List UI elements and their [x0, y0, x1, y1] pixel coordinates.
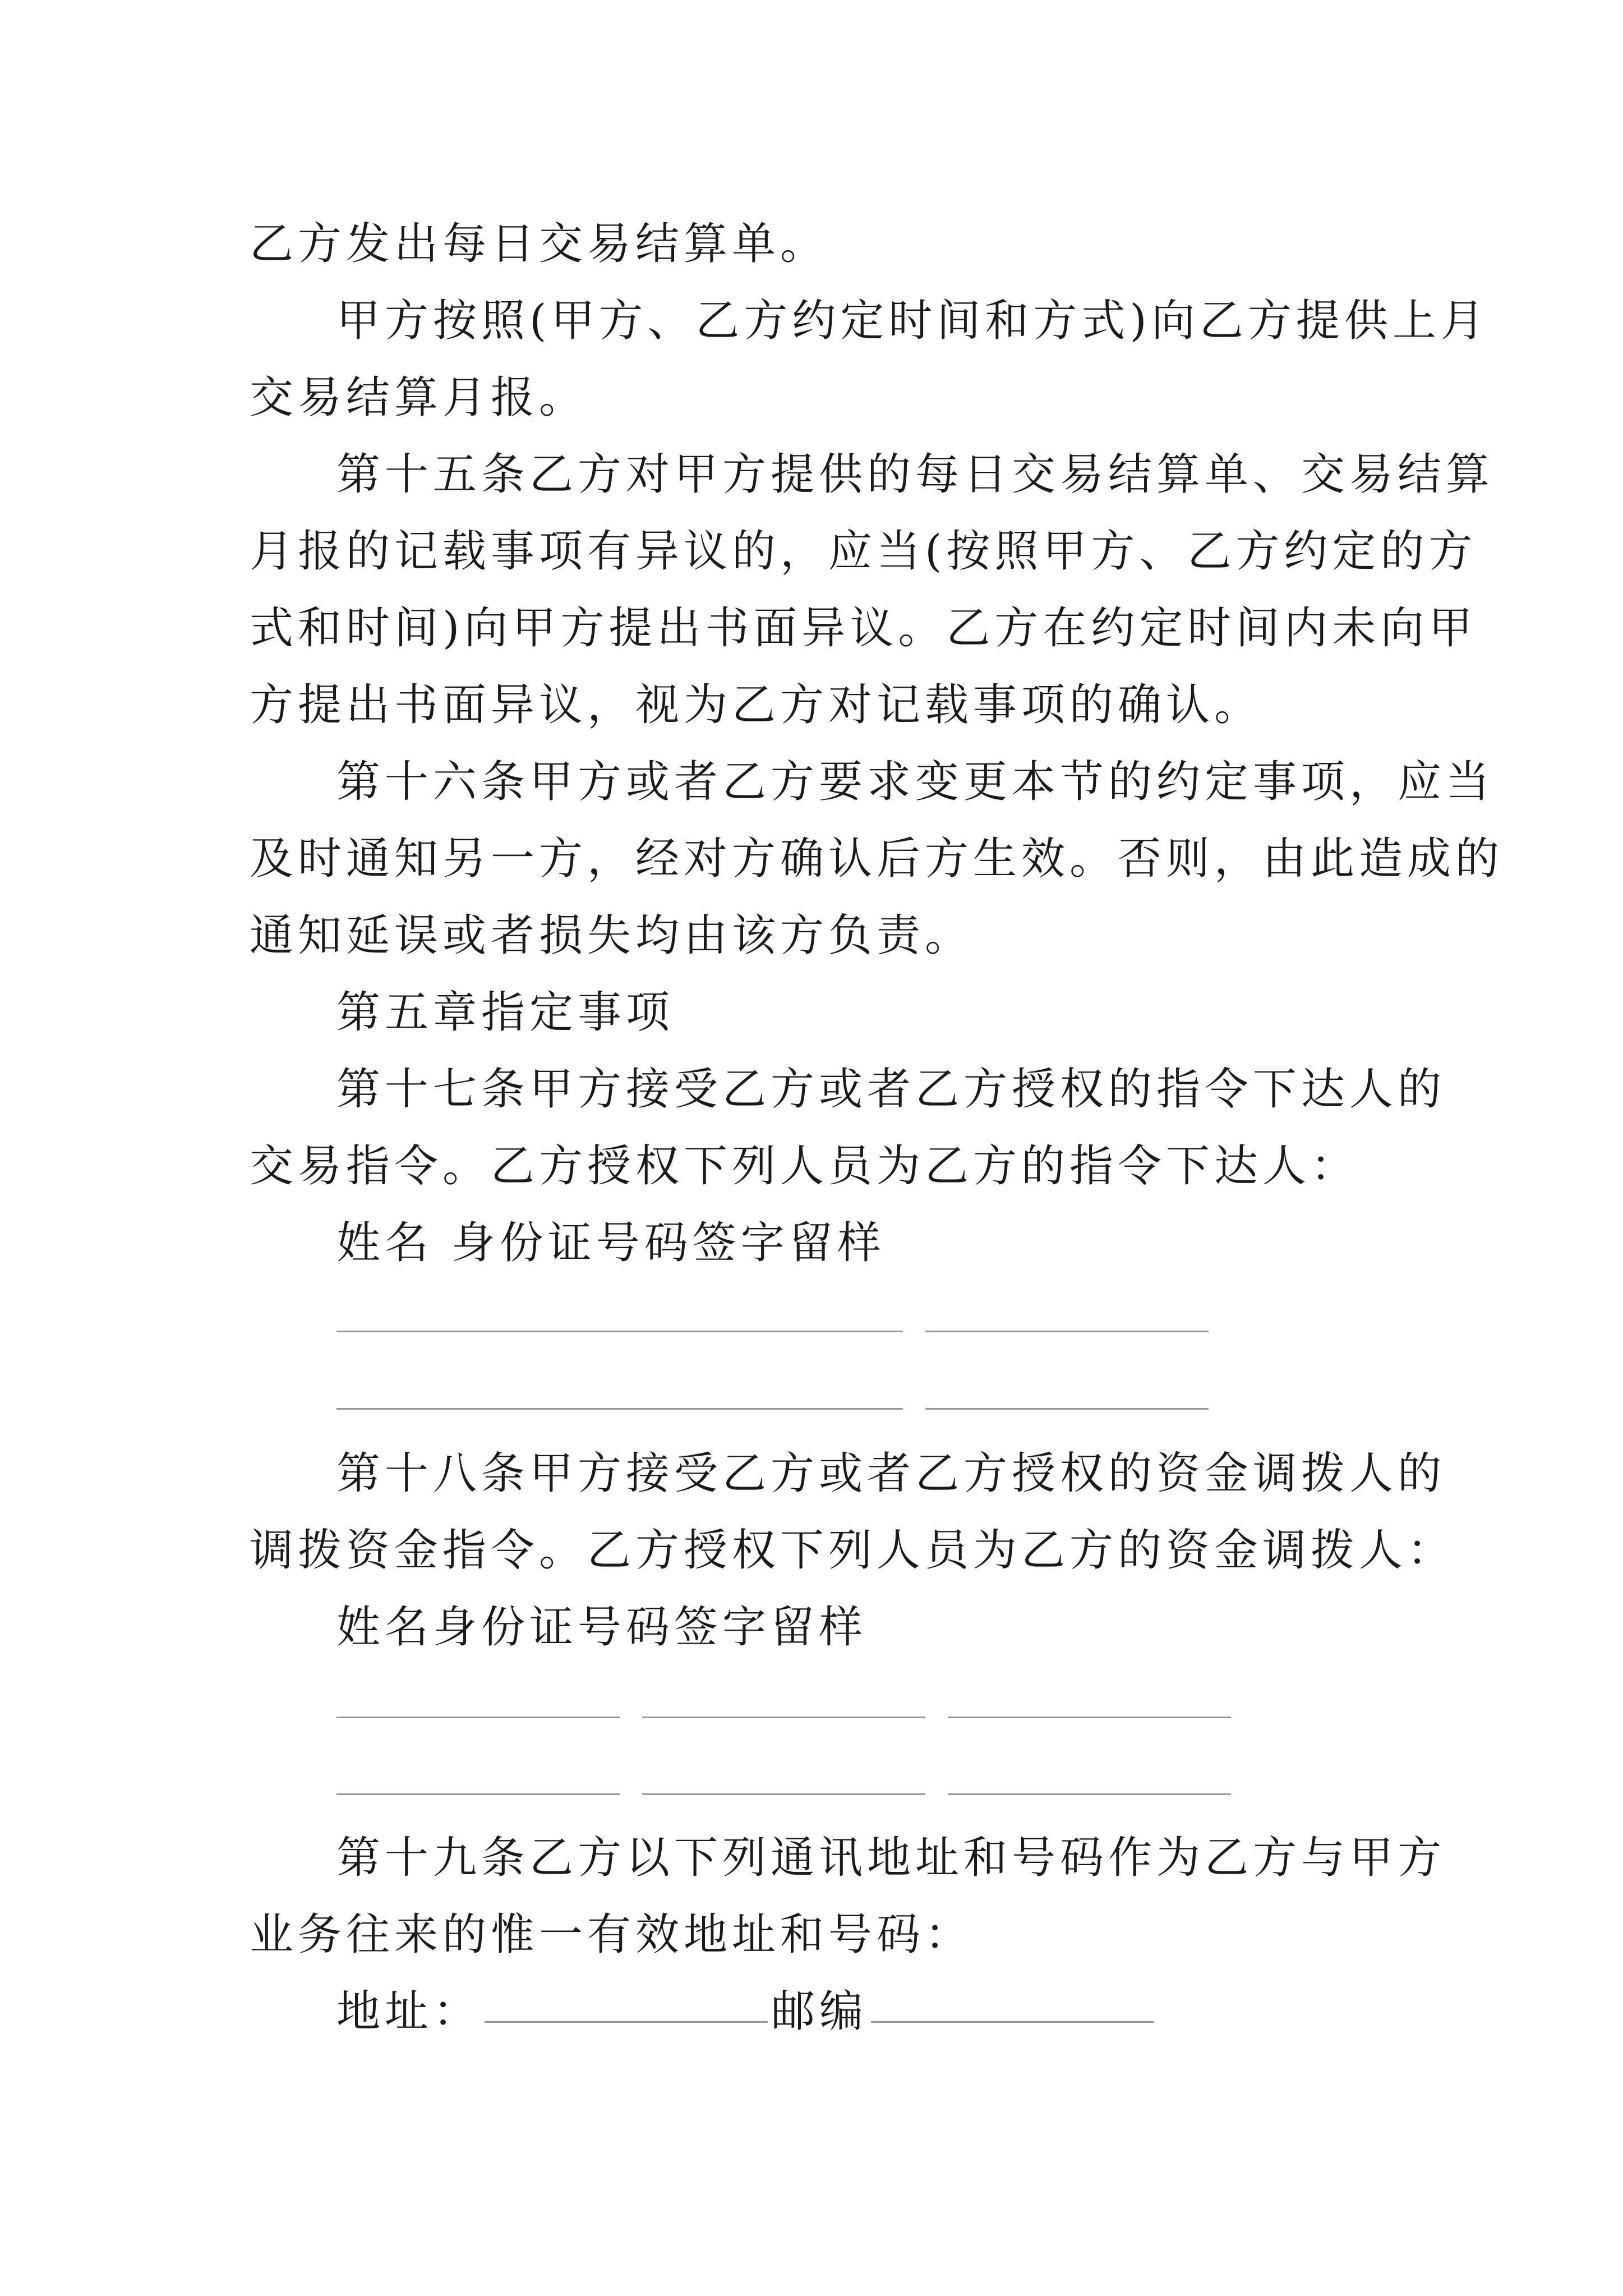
- blank-line: [948, 1793, 1231, 1795]
- postcode-blank: [871, 2021, 1154, 2023]
- blank-line: [336, 1408, 903, 1410]
- address-blank: [485, 2021, 768, 2023]
- blank-line: [336, 1717, 620, 1718]
- text-line: 方提出书面异议，视为乙方对记载事项的确认。: [250, 680, 1263, 730]
- text-line: 交易结算月报。: [250, 372, 588, 423]
- blank-line: [925, 1408, 1209, 1410]
- text-line: 及时通知另一方，经对方确认后方生效。否则，由此造成的: [250, 834, 1504, 884]
- table-header-fund-transfer: 姓名身份证号码签字留样: [336, 1602, 868, 1653]
- chapter-5-heading: 第五章指定事项: [336, 987, 675, 1038]
- article-19-title: 第十九条乙方以下列通讯地址和号码作为乙方与甲方: [336, 1833, 1446, 1883]
- text-line: 式和时间)向甲方提出书面异议。乙方在约定时间内未向甲: [250, 603, 1477, 654]
- text-line: 月报的记载事项有异议的，应当(按照甲方、乙方约定的方: [250, 526, 1477, 577]
- text-line: 调拨资金指令。乙方授权下列人员为乙方的资金调拨人：: [250, 1525, 1456, 1576]
- article-17-title: 第十七条甲方接受乙方或者乙方授权的指令下达人的: [336, 1064, 1446, 1115]
- article-16-title: 第十六条甲方或者乙方要求变更本节的约定事项，应当: [336, 757, 1495, 807]
- postcode-label: 邮编: [771, 1986, 868, 2037]
- address-row: [336, 1984, 1158, 2040]
- blank-line: [925, 1331, 1209, 1332]
- address-label: 地址：: [336, 1986, 482, 2037]
- text-line: 交易指令。乙方授权下列人员为乙方的指令下达人：: [250, 1141, 1359, 1191]
- blank-line: [336, 1793, 620, 1795]
- blank-line: [948, 1717, 1231, 1718]
- article-15-title: 第十五条乙方对甲方提供的每日交易结算单、交易结算: [336, 449, 1495, 500]
- table-header-order-issuer: 姓名 身份证号码签字留样: [336, 1218, 886, 1268]
- blank-line: [642, 1793, 925, 1795]
- blank-line: [336, 1331, 903, 1332]
- text-line: 乙方发出每日交易结算单。: [250, 219, 829, 269]
- text-line: 通知延误或者损失均由该方负责。: [250, 910, 974, 961]
- text-line: 业务往来的惟一有效地址和号码：: [250, 1910, 974, 1960]
- blank-line: [642, 1717, 925, 1718]
- text-line: 甲方按照(甲方、乙方约定时间和方式)向乙方提供上月: [336, 296, 1489, 346]
- article-18-title: 第十八条甲方接受乙方或者乙方授权的资金调拨人的: [336, 1448, 1446, 1499]
